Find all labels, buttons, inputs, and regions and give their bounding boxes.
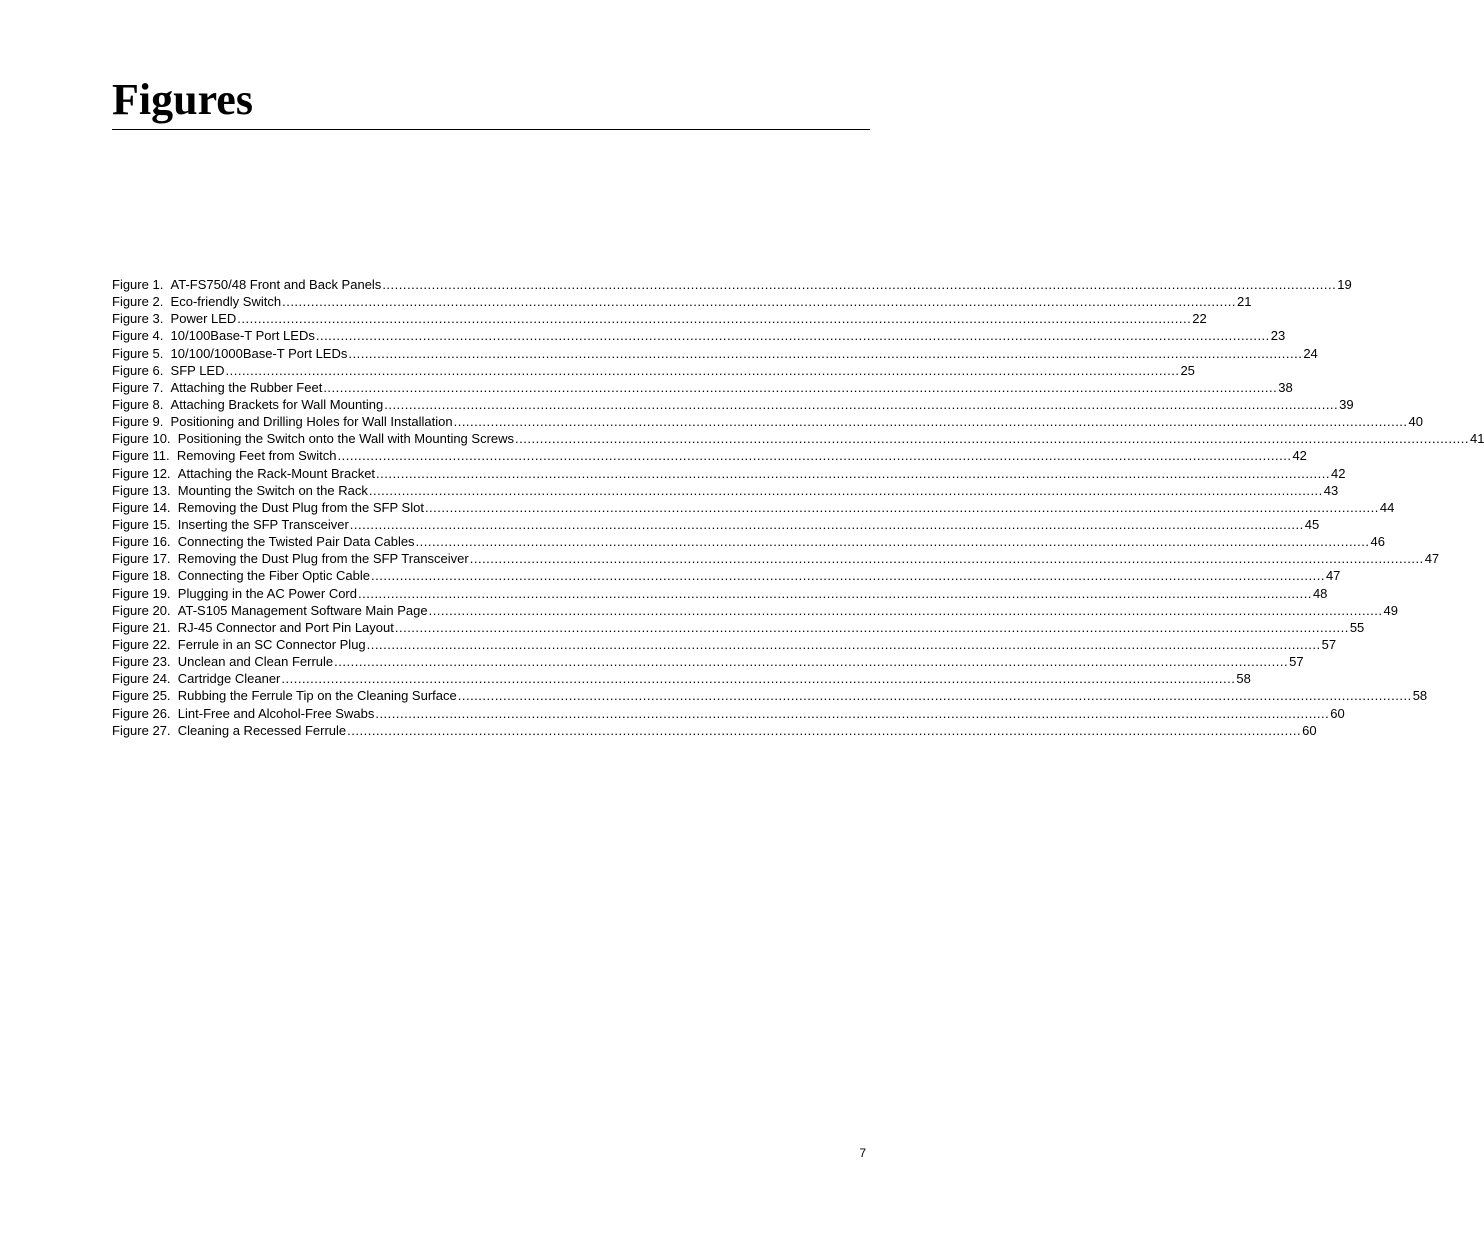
figure-page-number: 45 [1304,516,1320,532]
figure-label: Figure 12. [112,465,171,481]
figure-label: Figure 19. [112,585,171,601]
figure-page-number: 49 [1383,602,1398,618]
figure-page-number: 47 [1424,551,1440,567]
figure-title: Unclean and Clean Ferrule [177,654,334,670]
figure-label: Figure 2. [112,294,164,310]
figure-page-number: 38 [1278,379,1293,395]
figure-label: Figure 13. [112,482,171,498]
figure-title: Attaching Brackets for Wall Mounting [170,396,384,412]
figure-page-number: 43 [1323,482,1339,498]
figure-label: Figure 18. [112,568,171,584]
toc-entry-figure-20[interactable] [112,602,1398,619]
dot-leader: ........................................................................................................................................................................................................................................ [382,277,1337,292]
toc-entry-figure-3[interactable] [112,310,1207,327]
figure-label: Figure 23. [112,654,171,670]
dot-leader: ........................................................................................................................................................................................................................................ [334,654,1289,670]
figure-label: Figure 20. [112,602,171,618]
toc-entry-figure-16[interactable] [112,533,1385,550]
dot-leader: ........................................................................................................................................................................................................................................ [225,362,1180,378]
figure-page-number: 39 [1339,396,1354,412]
toc-entry-figure-26[interactable] [112,705,1345,722]
figure-title: Lint-Free and Alcohol-Free Swabs [177,705,375,721]
title-rule [112,129,870,130]
toc-entry-figure-4[interactable] [112,327,1286,344]
figure-page-number: 58 [1236,671,1251,687]
figure-title: Positioning the Switch onto the Wall with Mounting Screws [177,431,515,447]
figure-page-number: 47 [1325,568,1341,584]
toc-entry-figure-8[interactable] [112,396,1354,413]
figure-page-number: 41 [1469,431,1484,447]
figure-title: Power LED [170,311,237,327]
figure-page-number: 55 [1349,619,1365,635]
dot-leader: ........................................................................................................................................................................................................................................ [348,345,1303,361]
figure-title: Attaching the Rubber Feet [170,379,323,395]
dot-leader: ........................................................................................................................................................................................................................................ [358,585,1312,601]
figure-title: AT-FS750/48 Front and Back Panels [170,277,382,292]
toc-entry-figure-10[interactable] [112,430,1484,447]
dot-leader: ........................................................................................................................................................................................................................................ [457,688,1412,704]
toc-entry-figure-24[interactable] [112,670,1251,687]
dot-leader: ........................................................................................................................................................................................................................................ [281,671,1236,687]
dot-leader: ........................................................................................................................................................................................................................................ [337,448,1292,464]
figure-title: Removing Feet from Switch [176,448,337,464]
figure-label: Figure 22. [112,636,171,652]
dot-leader: ........................................................................................................................................................................................................................................ [415,534,1370,550]
dot-leader: ........................................................................................................................................................................................................................................ [515,431,1469,447]
figure-page-number: 23 [1270,328,1286,344]
dot-leader: ........................................................................................................................................................................................................................................ [347,722,1302,738]
toc-entry-figure-22[interactable] [112,636,1337,653]
dot-leader: ........................................................................................................................................................................................................................................ [376,465,1330,481]
figure-label: Figure 16. [112,534,171,550]
dot-leader: ........................................................................................................................................................................................................................................ [428,602,1383,618]
figure-page-number: 22 [1192,311,1207,327]
figure-label: Figure 24. [112,671,171,687]
toc-entry-figure-19[interactable] [112,585,1328,602]
figure-page-number: 24 [1303,345,1318,361]
toc-entry-figure-5[interactable] [112,345,1318,362]
figure-title: SFP LED [170,362,225,378]
toc-entry-figure-14[interactable] [112,499,1395,516]
figure-page-number: 57 [1289,654,1304,670]
dot-leader: ........................................................................................................................................................................................................................................ [368,482,1323,498]
toc-entry-figure-23[interactable] [112,653,1304,670]
figure-label: Figure 10. [112,431,171,447]
figure-label: Figure 1. [112,277,164,292]
figure-title: Eco-friendly Switch [170,294,282,310]
dot-leader: ........................................................................................................................................................................................................................................ [394,619,1349,635]
figure-title: Connecting the Twisted Pair Data Cables [177,534,415,550]
figure-title: 10/100Base-T Port LEDs [170,328,315,344]
figure-page-number: 21 [1237,294,1252,310]
page-number: 7 [859,1146,866,1160]
toc-entry-figure-17[interactable] [112,550,1440,567]
dot-leader: ........................................................................................................................................................................................................................................ [282,294,1237,310]
figure-label: Figure 6. [112,362,164,378]
figure-label: Figure 26. [112,705,171,721]
figure-title: Cartridge Cleaner [177,671,281,687]
figure-title: Removing the Dust Plug from the SFP Transceiver [177,551,469,567]
dot-leader: ........................................................................................................................................................................................................................................ [453,414,1408,430]
figure-title: RJ-45 Connector and Port Pin Layout [177,619,394,635]
toc-entry-figure-13[interactable] [112,482,1339,499]
figure-label: Figure 9. [112,414,164,430]
figure-page-number: 40 [1408,414,1424,430]
list-of-figures [112,276,1484,739]
toc-entry-figure-7[interactable] [112,379,1293,396]
figure-title: Removing the Dust Plug from the SFP Slot [177,499,424,515]
figure-title: Connecting the Fiber Optic Cable [177,568,370,584]
toc-entry-figure-15[interactable] [112,516,1320,533]
figure-title: Inserting the SFP Transceiver [177,516,349,532]
figure-label: Figure 5. [112,345,164,361]
toc-entry-figure-21[interactable] [112,619,1365,636]
figure-label: Figure 8. [112,396,164,412]
toc-entry-figure-18[interactable] [112,567,1341,584]
figure-label: Figure 25. [112,688,171,704]
toc-entry-figure-2[interactable] [112,293,1252,310]
figure-label: Figure 27. [112,722,171,738]
figure-page-number: 58 [1412,688,1428,704]
dot-leader: ........................................................................................................................................................................................................................................ [424,499,1379,515]
figure-label: Figure 14. [112,499,171,515]
dot-leader: ........................................................................................................................................................................................................................................ [315,328,1270,344]
figure-label: Figure 7. [112,379,164,395]
figure-title: Plugging in the AC Power Cord [177,585,357,601]
figure-title: Positioning and Drilling Holes for Wall Installation [170,414,453,430]
page-title: Figures [112,75,253,124]
toc-entry-figure-6[interactable] [112,362,1195,379]
dot-leader: ........................................................................................................................................................................................................................................ [469,551,1424,567]
dot-leader: ........................................................................................................................................................................................................................................ [384,396,1339,412]
figure-page-number: 42 [1292,448,1307,464]
figure-title: Cleaning a Recessed Ferrule [177,722,347,738]
toc-entry-figure-25[interactable] [112,687,1428,704]
figure-label: Figure 17. [112,551,171,567]
dot-leader: ........................................................................................................................................................................................................................................ [323,379,1278,395]
toc-entry-figure-9[interactable] [112,413,1424,430]
figure-page-number: 60 [1330,705,1345,721]
figure-title: Mounting the Switch on the Rack [177,482,368,498]
toc-entry-figure-12[interactable] [112,465,1346,482]
figure-page-number: 48 [1312,585,1328,601]
figure-title: 10/100/1000Base-T Port LEDs [170,345,348,361]
figure-page-number: 46 [1370,534,1385,550]
figure-label: Figure 21. [112,619,171,635]
figure-page-number: 57 [1321,636,1337,652]
figure-title: Attaching the Rack-Mount Bracket [177,465,376,481]
figure-page-number: 19 [1337,277,1352,292]
toc-entry-figure-27[interactable] [112,722,1317,739]
figure-title: Rubbing the Ferrule Tip on the Cleaning Surface [177,688,457,704]
figure-page-number: 42 [1331,465,1346,481]
figure-title: AT-S105 Management Software Main Page [177,602,428,618]
dot-leader: ........................................................................................................................................................................................................................................ [375,705,1330,721]
figure-label: Figure 4. [112,328,164,344]
toc-entry-figure-11[interactable] [112,447,1307,464]
figure-title: Ferrule in an SC Connector Plug [177,636,366,652]
dot-leader: ........................................................................................................................................................................................................................................ [371,568,1325,584]
dot-leader: ........................................................................................................................................................................................................................................ [349,516,1304,532]
figure-page-number: 60 [1302,722,1317,738]
figure-page-number: 25 [1180,362,1195,378]
toc-entry-figure-1[interactable] [112,276,1352,293]
figure-label: Figure 15. [112,516,171,532]
figure-label: Figure 3. [112,311,164,327]
dot-leader: ........................................................................................................................................................................................................................................ [366,636,1321,652]
dot-leader: ........................................................................................................................................................................................................................................ [237,311,1192,327]
figure-page-number: 44 [1379,499,1395,515]
figure-label: Figure 11. [112,448,170,464]
